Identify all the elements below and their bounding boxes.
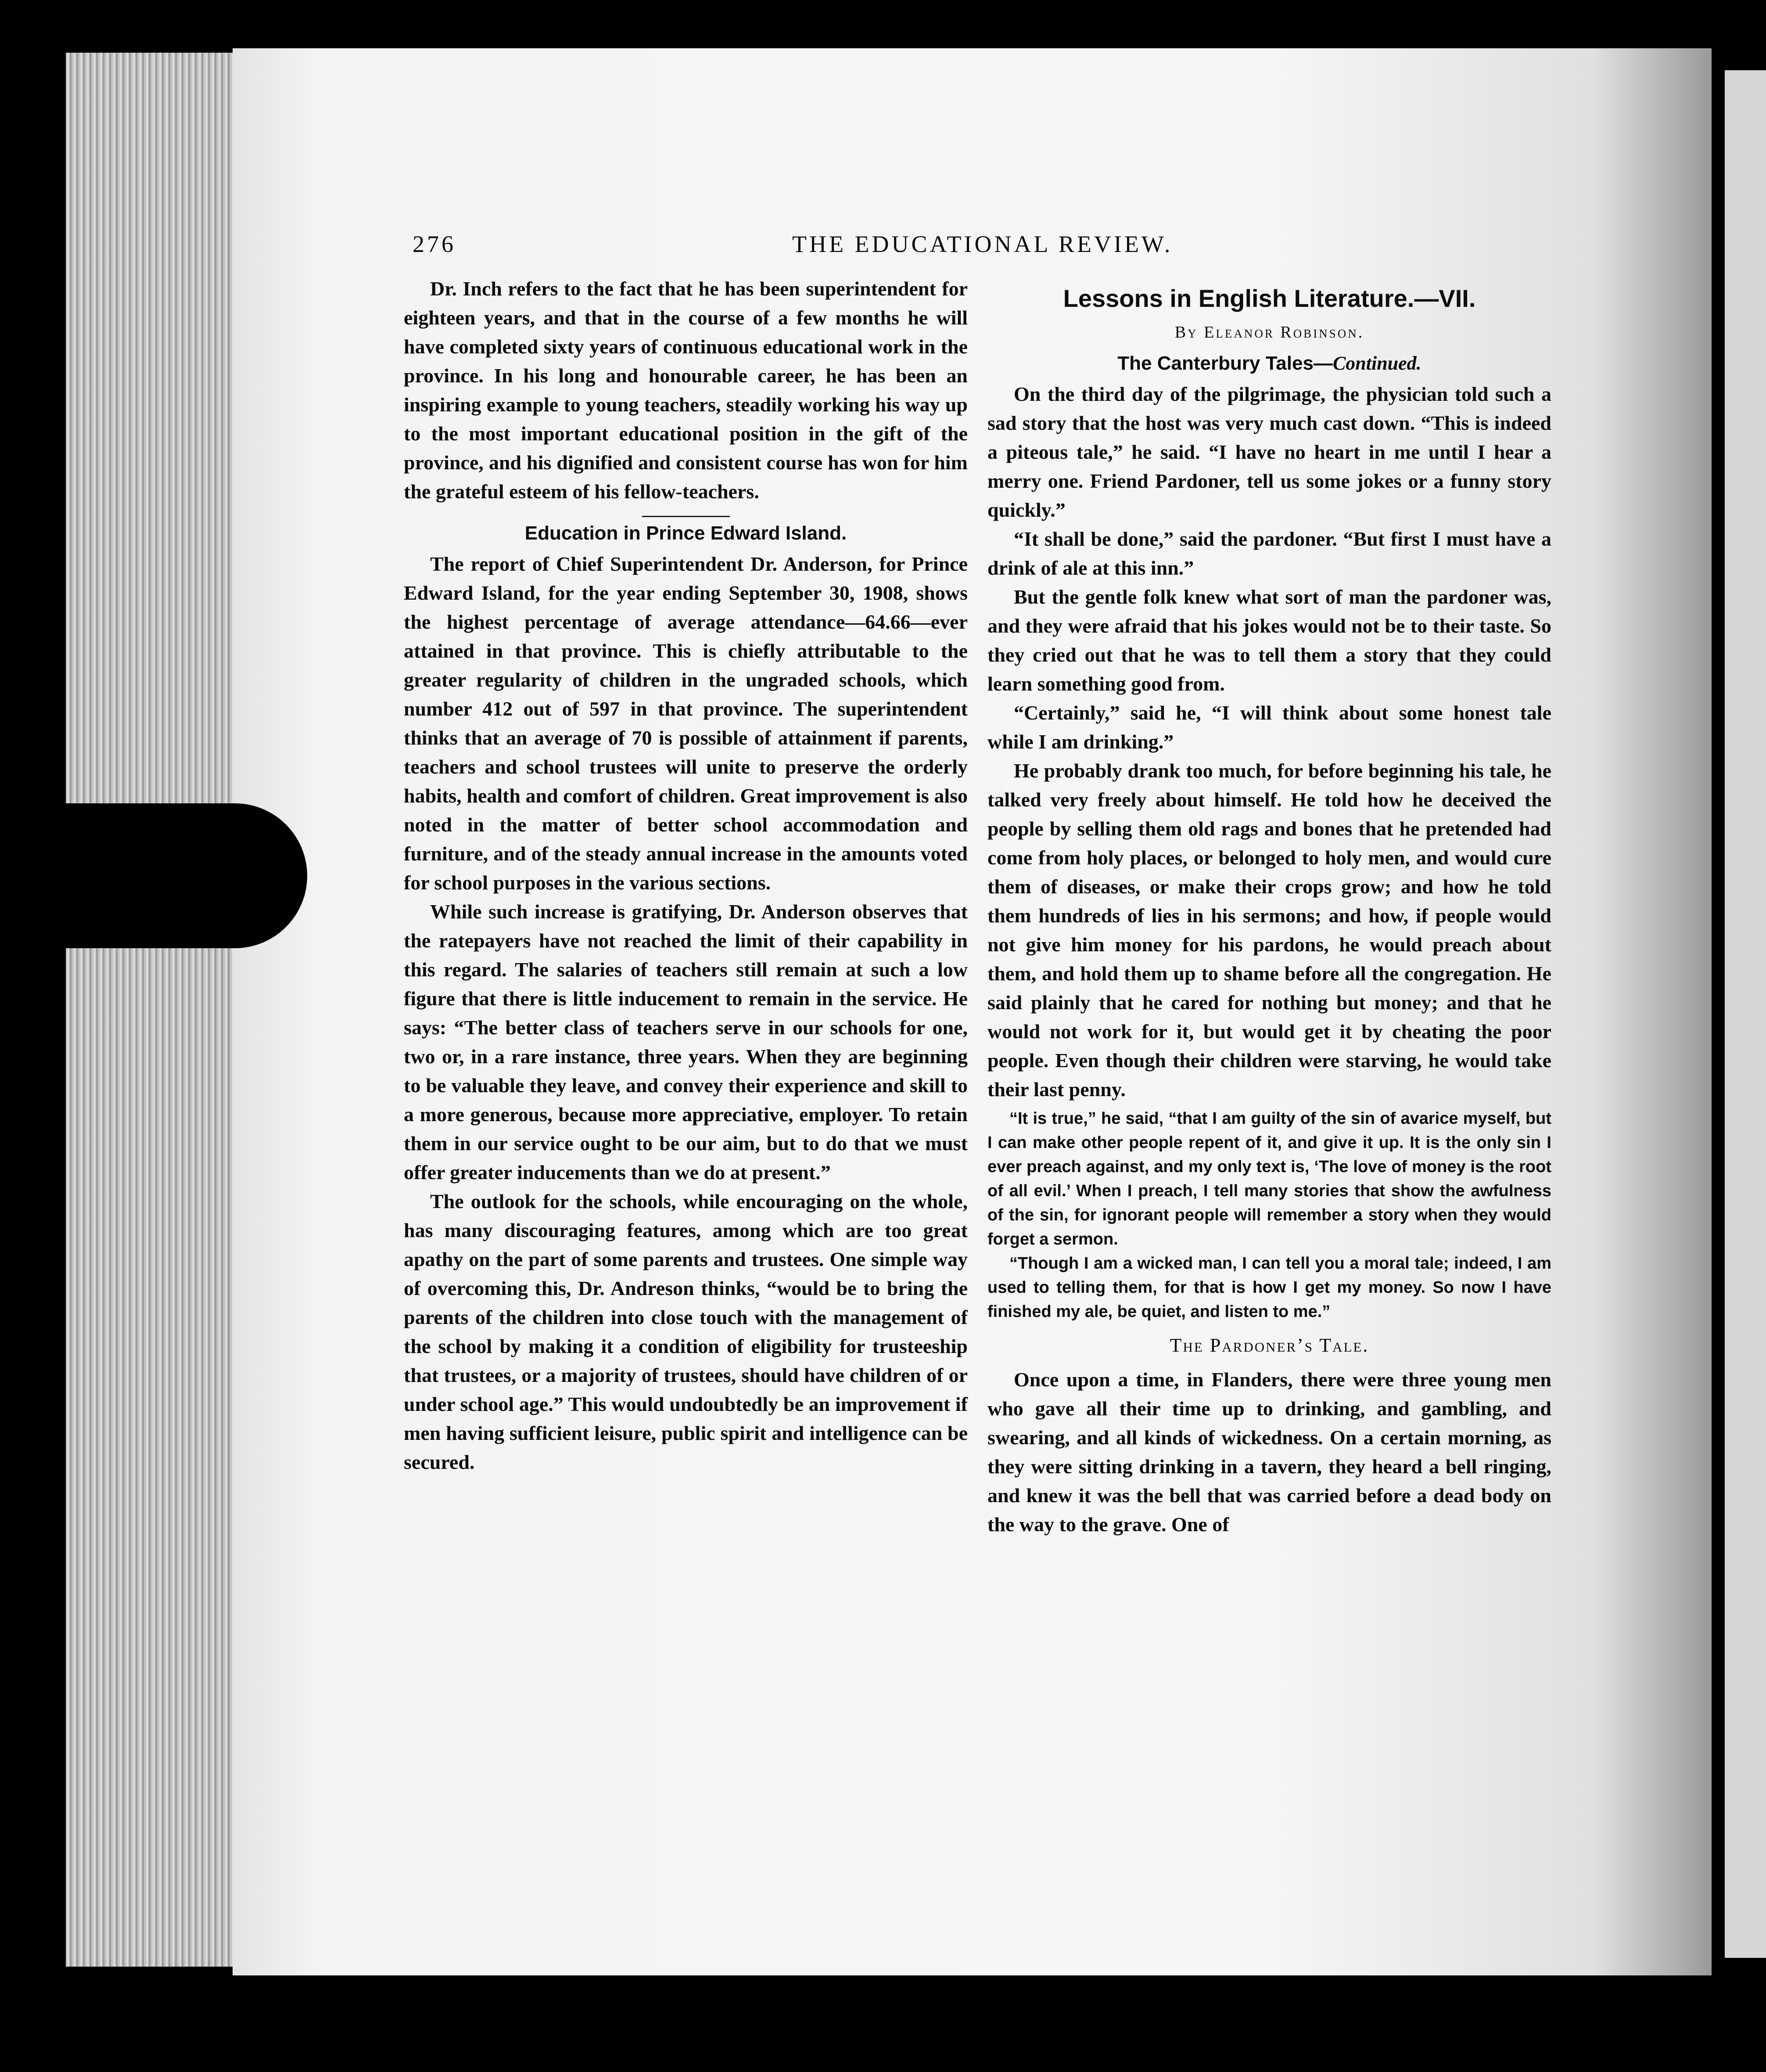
running-head <box>413 230 1545 261</box>
thumb-shadow <box>0 803 307 948</box>
section-divider <box>642 516 730 517</box>
facing-page-edge <box>1725 70 1766 1958</box>
quoted-passage <box>987 1107 1551 1324</box>
heading-pei-education: Education in Prince Edward Island. <box>524 522 847 544</box>
paragraph-salaries: While such increase is gratifying, Dr. Anderson observes that the ratepayers have not reached the limit of their capability in this regard. The salaries of teachers still remain at such a low figure that there is little inducement to remain in the service. He says: “The better class of teachers serve in our schools for one, two or, in a rare instance, three years. When they are beginning to be valuable they leave, and convey their experience and skill to a more generous, because more appreciative, employer. To retain them in our service ought to be our aim, but to do that we must offer greater inducements than we do at present.” <box>404 900 968 1183</box>
subtitle <box>987 350 1551 377</box>
paragraph-drank-too-much: He probably drank too much, for before beginning his tale, he talked very freely about himself. He told how he deceived the people by selling them old rags and bones that he pretended had come from holy places, or belonged to holy men, and would cure them of diseases, or make their crops grow; and how he told them hundreds of lies in his sermons; and how, if people would not give him money for his pardons, he would preach about them, and hold them up to shame before all the congregation. He said plainly that he cared for nothing but money; and that he would not work for it, but would get it by cheating the poor people. Even though their children were starving, he would take their last penny. <box>987 759 1551 1101</box>
running-title: THE EDUCATIONAL REVIEW. <box>792 231 1173 257</box>
quote-avarice: “It is true,” he said, “that I am guilty of the sin of avarice myself, but I can make other people repent of it, and give it up. It is the only sin I ever preach against, and my only text is, ‘The love of money is the root of all evil.’ When I preach, I tell many stories that show the awfulness of the sin, for ignorant people will remember a story when they would forget a sermon. <box>987 1109 1551 1248</box>
left-column <box>404 274 968 1477</box>
paragraph-pardoner-reply: “It shall be done,” said the pardoner. “But first I must have a drink of ale at this inn.” <box>987 528 1551 579</box>
paragraph-flanders: Once upon a time, in Flanders, there were three young men who gave all their time up to drinking, and gambling, and swearing, and all kinds of wickedness. On a certain morning, as they were sitting drinking in a tavern, they heard a bell ringing, and knew it was the bell that was carried before a dead body on the way to the grave. One of <box>987 1368 1551 1536</box>
subtitle-continued: Continued. <box>1332 353 1421 374</box>
paragraph-gentle-folk: But the gentle folk knew what sort of man the pardoner was, and they were afraid that his jokes would not be to their taste. So they cried out that he was to tell them a story that they could learn something good from. <box>987 586 1551 695</box>
heading-pardoners-tale: The Pardoner’s Tale. <box>1170 1335 1369 1356</box>
paragraph-physician: On the third day of the pilgrimage, the physician told such a sad story that the host was very much cast down. “This is indeed a piteous tale,” he said. “I have no heart in me until I hear a merry one. Friend Pardoner, tell us some jokes or a funny story quickly.” <box>987 383 1551 521</box>
paragraph-certainly: “Certainly,” said he, “I will think about some honest tale while I am drinking.” <box>987 701 1551 753</box>
book-page-edges <box>66 53 237 1967</box>
paragraph-anderson-report: The report of Chief Superintendent Dr. Anderson, for Prince Edward Island, for the year ending September 30, 1908, shows the highest percentage of average attendance—64.66—ever attained in that province. This is chiefly attributable to the greater regularity of children in the ungraded schools, which number 412 out of 597 in that province. The superintendent thinks that an average of 70 is possible of attainment if parents, teachers and school trustees will unite to preserve the orderly habits, health and comfort of children. Great improvement is also noted in the matter of better school accommodation and furniture, and of the steady annual increase in the amounts voted for school purposes in the various sections. <box>404 553 968 894</box>
page-number: 276 <box>413 231 456 257</box>
right-column <box>987 274 1551 1539</box>
quote-moral-tale: “Though I am a wicked man, I can tell you a moral tale; indeed, I am used to telling them, for that is how I get my money. So now I have finished my ale, be quiet, and listen to me.” <box>987 1254 1551 1321</box>
paragraph-outlook: The outlook for the schools, while encouraging on the whole, has many discouraging features, among which are too great apathy on the part of some parents and trustees. One simple way of overcoming this, Dr. Andreson thinks, “would be to bring the parents of the children into close touch with the management of the school by making it a condition of eligibility for trusteeship that trustees, or a majority of trustees, should have children of or under school age.” This would undoubtedly be an improvement if men having sufficient leisure, public spirit and intelligence can be secured. <box>404 1190 968 1473</box>
paragraph-inch-career: Dr. Inch refers to the fact that he has been superintendent for eighteen years, and that in the course of a few months he will have completed sixty years of continuous educational work in the province. In his long and honourable career, he has been an inspiring example to young teachers, steadily working his way up to the most important educational position in the gift of the province, and his dignified and consistent course has won for him the grateful esteem of his fellow-teachers. <box>404 277 968 503</box>
subtitle-main: The Canterbury Tales— <box>1117 353 1333 374</box>
article-title: Lessons in English Literature.—VII. <box>1063 284 1476 312</box>
byline: By Eleanor Robinson. <box>1174 323 1364 342</box>
